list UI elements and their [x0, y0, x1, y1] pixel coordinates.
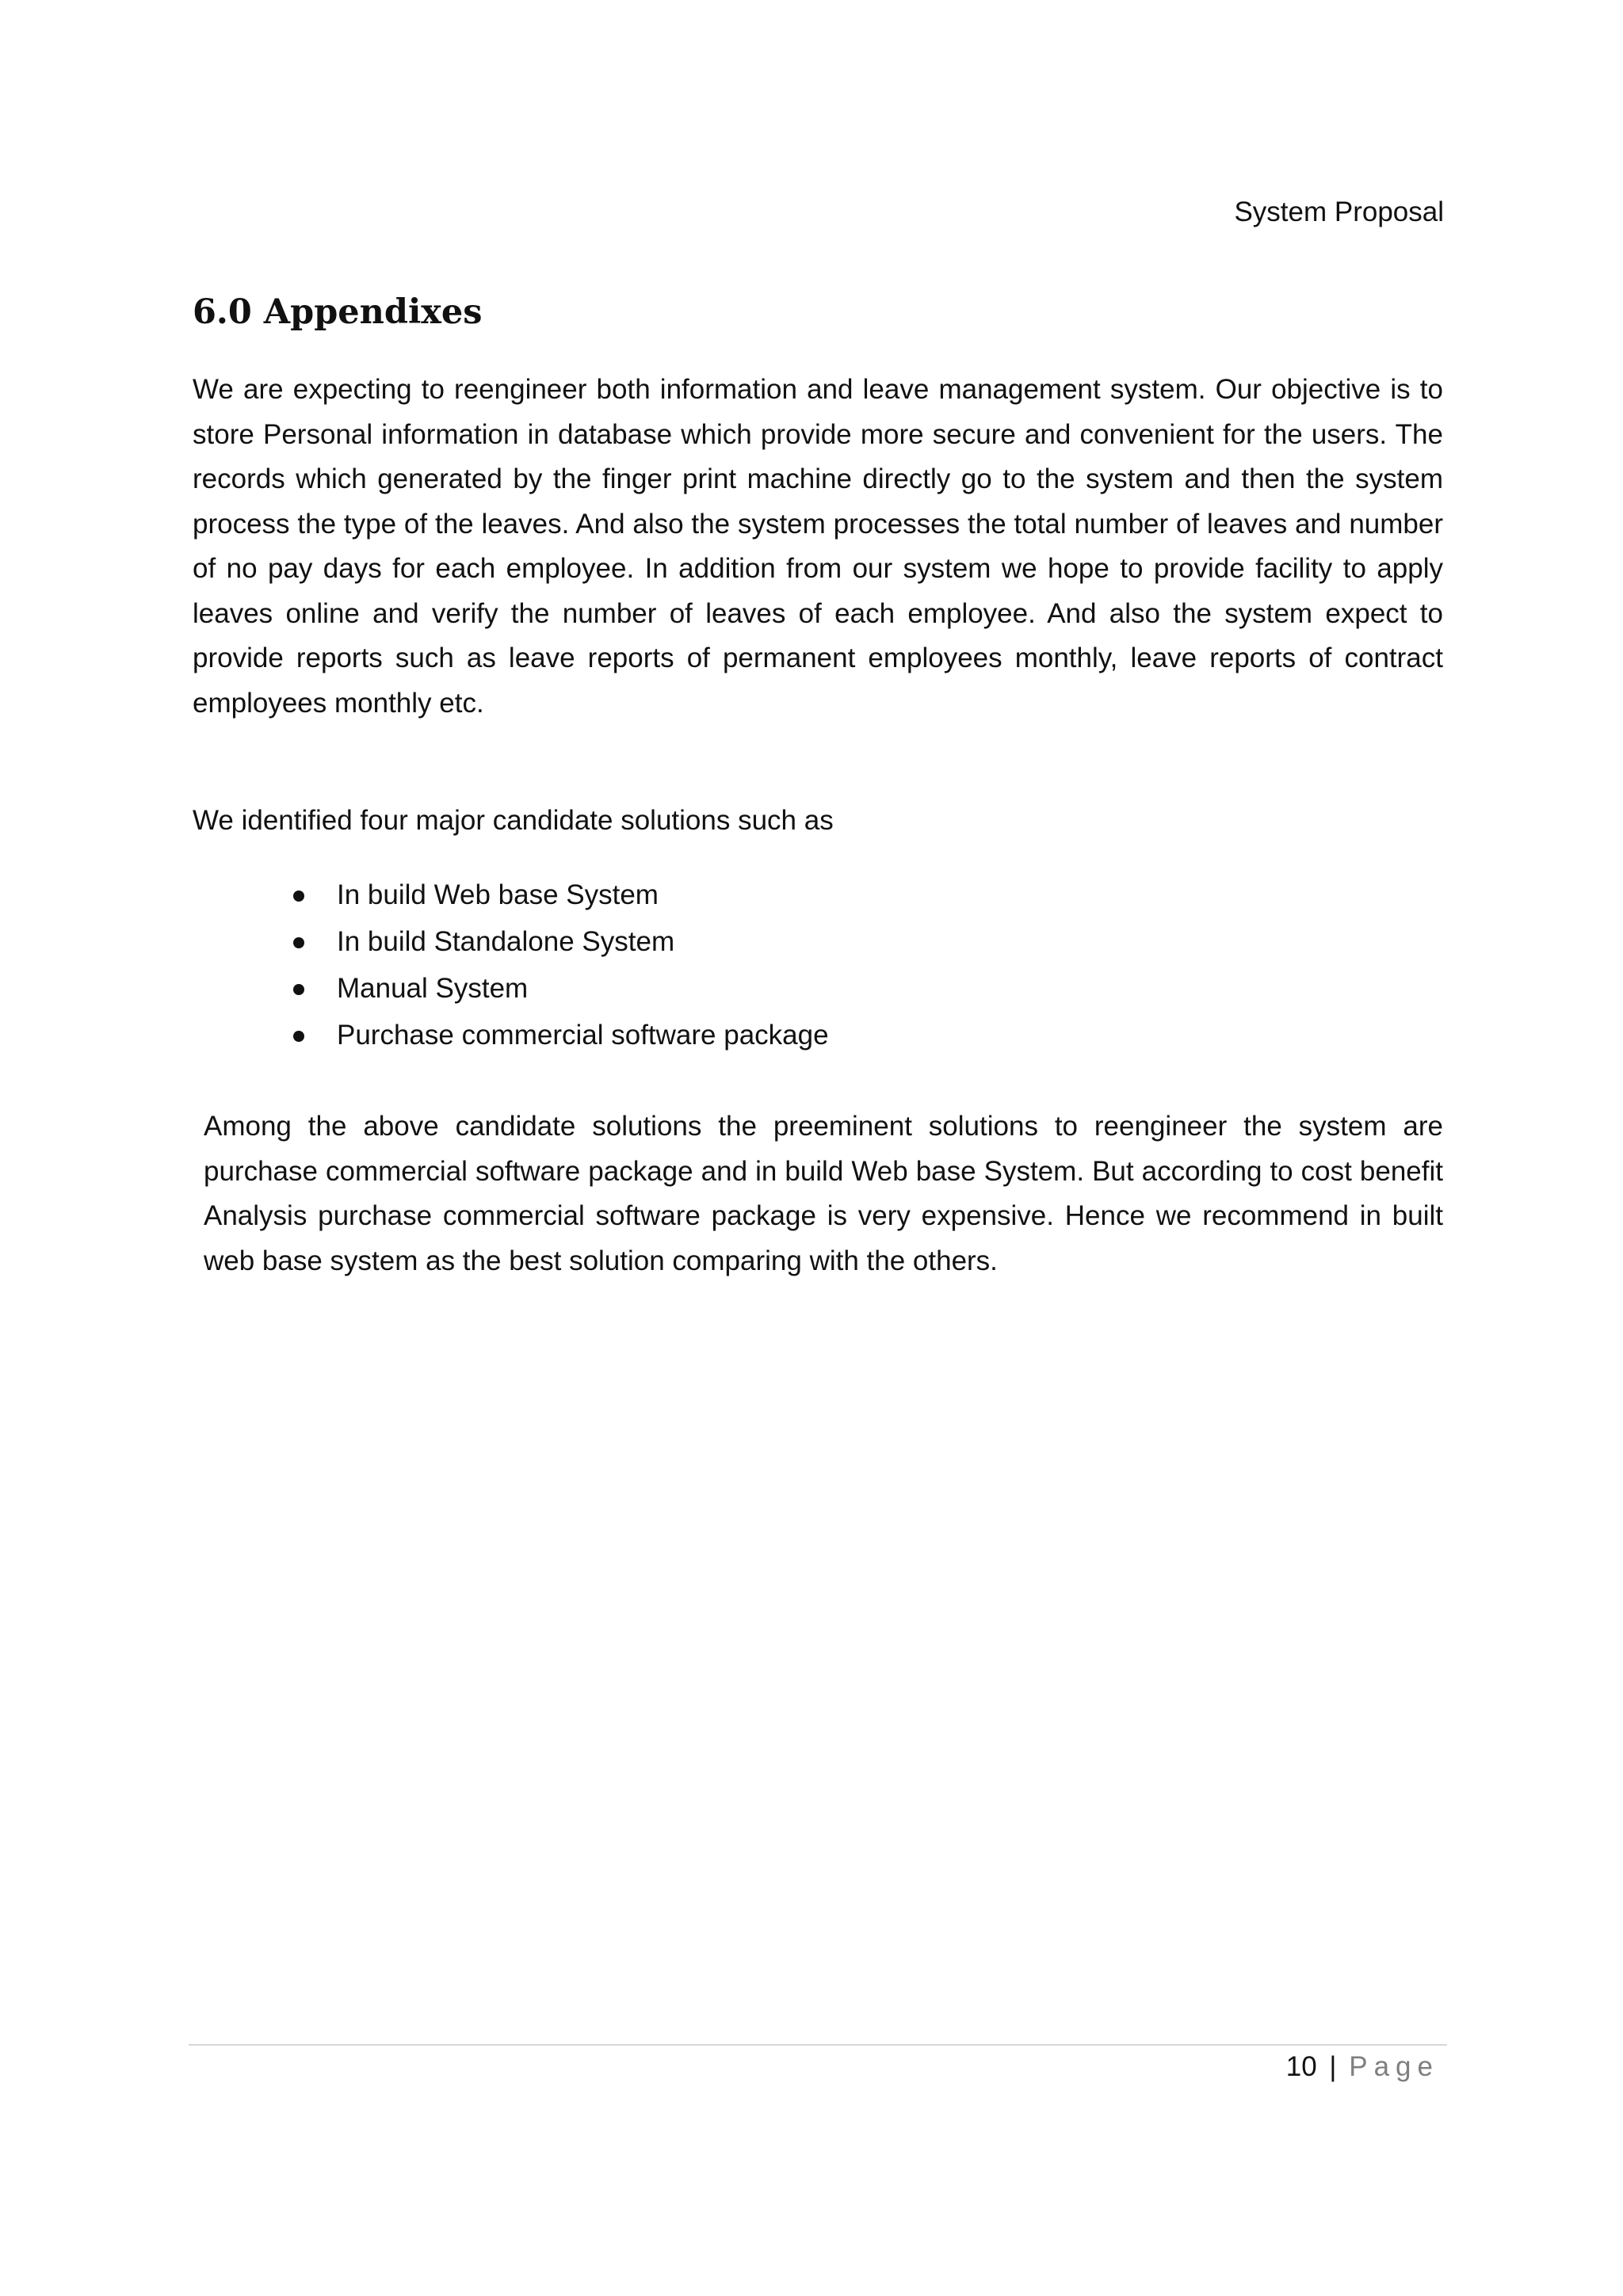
bullet-icon: [293, 891, 304, 902]
section-heading: 6.0 Appendixes: [193, 292, 483, 332]
bullet-icon: [293, 1031, 304, 1042]
list-item-text: Purchase commercial software package: [337, 1020, 829, 1051]
recommendation-paragraph: Among the above candidate solutions the preeminent solutions to reengineer the system are purchase commercial software package and in build Web base System. But according to cost benefit Analysis purchase commercial software package is very expensive. Hence we recommend in built web base system as the best solution comparing with the others.: [204, 1111, 1443, 1276]
list-item: [287, 918, 829, 965]
page-footer: [1286, 2047, 1439, 2087]
list-item-text: In build Web base System: [337, 879, 659, 910]
list-item-text: Manual System: [337, 973, 529, 1004]
footer-separator: |: [1329, 2051, 1337, 2082]
running-header: System Proposal: [1234, 196, 1444, 227]
list-item: [287, 965, 829, 1012]
intro-paragraph: We are expecting to reengineer both information and leave management system. Our objective is to store Personal information in database which provide more secure and convenient for the users. The records which generated by the finger print machine directly go to the system and then the system process the type of the leaves. And also the system processes the total number of leaves and number of no pay days for each employee. In addition from our system we hope to provide facility to apply leaves online and verify the number of leaves of each employee. And also the system expect to provide reports such as leave reports of permanent employees monthly, leave reports of contract employees monthly etc.: [193, 374, 1443, 719]
page-number: 10: [1285, 2051, 1317, 2082]
list-item: [287, 871, 829, 918]
bullet-icon: [293, 937, 304, 948]
candidate-solutions-intro: We identified four major candidate solutions such as: [193, 805, 834, 836]
bullet-icon: [293, 984, 304, 995]
page-label: Page: [1349, 2051, 1439, 2082]
list-item-text: In build Standalone System: [337, 926, 675, 957]
candidate-solutions-list: [287, 871, 829, 1058]
list-item: [287, 1012, 829, 1058]
footer-divider: [189, 2044, 1447, 2046]
